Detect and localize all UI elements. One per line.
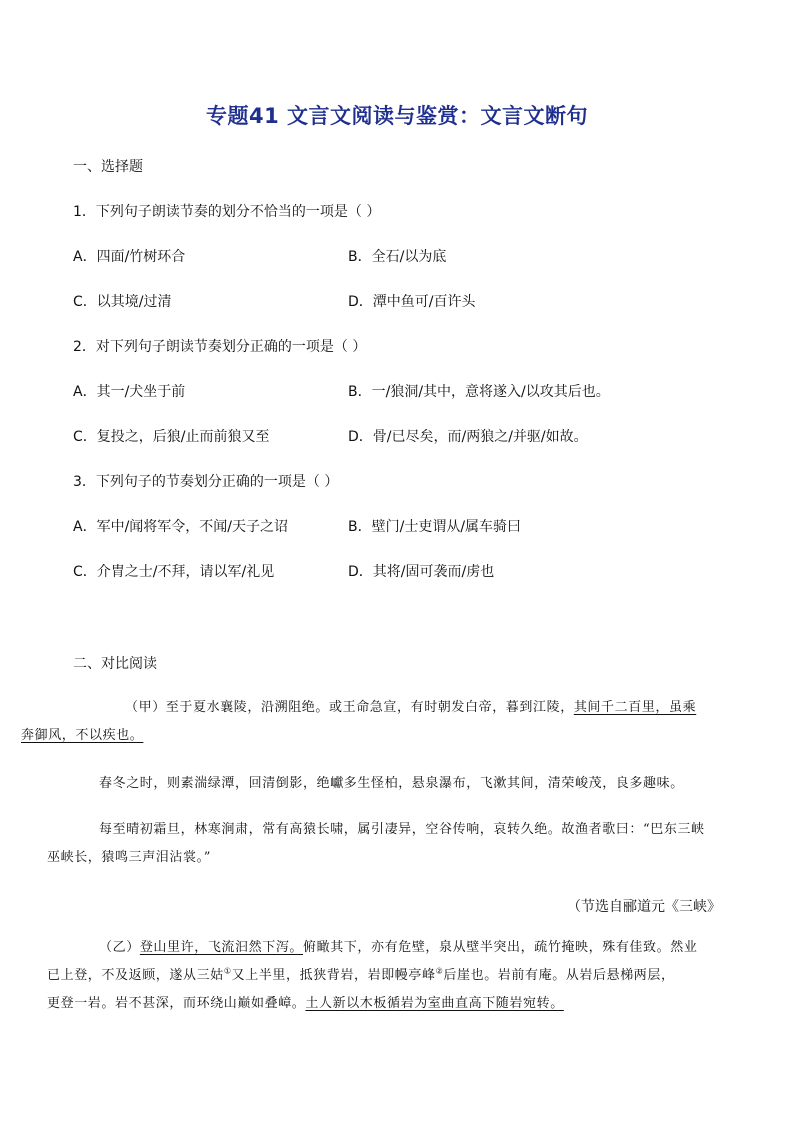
passage-yi-text-3: 更登一岩。岩不甚深，而环绕山巅如叠嶂。: [47, 996, 306, 1011]
passage-yi-paragraph: [47, 934, 723, 1018]
question-3-option-d: D．其将/固可袭而/虏也: [348, 564, 495, 580]
passage-yi-text-2c: 后崖也。岩前有庵。从岩后悬梯两层，: [443, 968, 675, 983]
passage-jia-underlined-sentence-a: 其间千二百里，虽乘: [573, 700, 697, 715]
question-1-option-b: B．全石/以为底: [348, 249, 447, 265]
passage-jia-underlined-sentence-b: 奔御风，不以疾也。: [21, 728, 144, 743]
footnote-marker-2: ②: [435, 966, 444, 976]
passage-jia-source: （节选自郦道元《三峡》: [567, 899, 721, 915]
question-3-stem: 3．下列句子的节奏划分正确的一项是（ ）: [73, 474, 339, 490]
passage-jia-paragraph-2: 春冬之时，则素湍绿潭，回清倒影，绝巘多生怪柏，悬泉瀑布，飞漱其间，清荣峻茂，良多趣味。: [99, 776, 684, 791]
question-1-option-a: A．四面/竹树环合: [73, 249, 186, 265]
passage-jia-paragraph-1: [21, 694, 723, 750]
question-3-option-c: C．介胄之士/不拜，请以军/礼见: [73, 564, 275, 580]
question-3-option-a: A．军中/闻将军令，不闻/天子之诏: [73, 519, 289, 535]
question-2-option-d: D．骨/已尽矣，而/两狼之/并驱/如故。: [348, 429, 588, 445]
question-3-option-b: B．壁门/士吏谓从/属车骑曰: [348, 519, 522, 535]
question-2-option-b: B．一/狼洞/其中，意将遂入/以攻其后也。: [348, 384, 610, 400]
passage-yi-underlined-sentence-1: 登山里许，飞流汩然下泻。: [139, 940, 304, 955]
section-heading-choice: 一、选择题: [73, 159, 143, 175]
passage-yi-text-2b: 又上半里，抵狭背岩，岩即幔亭峰: [231, 968, 436, 983]
question-2-option-c: C．复投之，后狼/止而前狼又至: [73, 429, 270, 445]
passage-jia-p3-line-1: 每至晴初霜旦，林寒涧肃，常有高猿长啸，属引凄异，空谷传响，哀转久绝。故渔者歌曰：“巴东三峡: [99, 822, 705, 837]
passage-yi-underlined-sentence-2: 土人新以木板循岩为室曲直高下随岩宛转。: [305, 996, 564, 1011]
passage-jia-p3-line-2: 巫峡长，猿鸣三声泪沾裳。”: [47, 850, 211, 865]
section-heading-comparative-reading: 二、对比阅读: [73, 656, 157, 672]
passage-jia-paragraph-3: [47, 816, 723, 872]
passage-yi-text-1: 俯瞰其下，亦有危壁，泉从壁半突出，疏竹掩映，殊有佳致。然业: [303, 940, 698, 955]
question-1-option-c: C．以其境/过清: [73, 294, 172, 310]
passage-yi-lead: （乙）: [99, 940, 140, 955]
question-2-stem: 2．对下列句子朗读节奏划分正确的一项是（ ）: [73, 339, 367, 355]
passage-jia-p1-text: （甲）至于夏水襄陵，沿溯阻绝。或王命急宣，有时朝发白帝，暮到江陵，: [125, 700, 574, 715]
question-2-option-a: A．其一/犬坐于前: [73, 384, 186, 400]
passage-yi-text-2a: 已上登，不及返顾，遂从三姑: [47, 968, 224, 983]
footnote-marker-1: ①: [223, 966, 232, 976]
question-1-option-d: D．潭中鱼可/百许头: [348, 294, 476, 310]
page-title: 专题41 文言文阅读与鉴赏：文言文断句: [205, 104, 589, 128]
question-1-stem: 1．下列句子朗读节奏的划分不恰当的一项是（ ）: [73, 204, 381, 220]
